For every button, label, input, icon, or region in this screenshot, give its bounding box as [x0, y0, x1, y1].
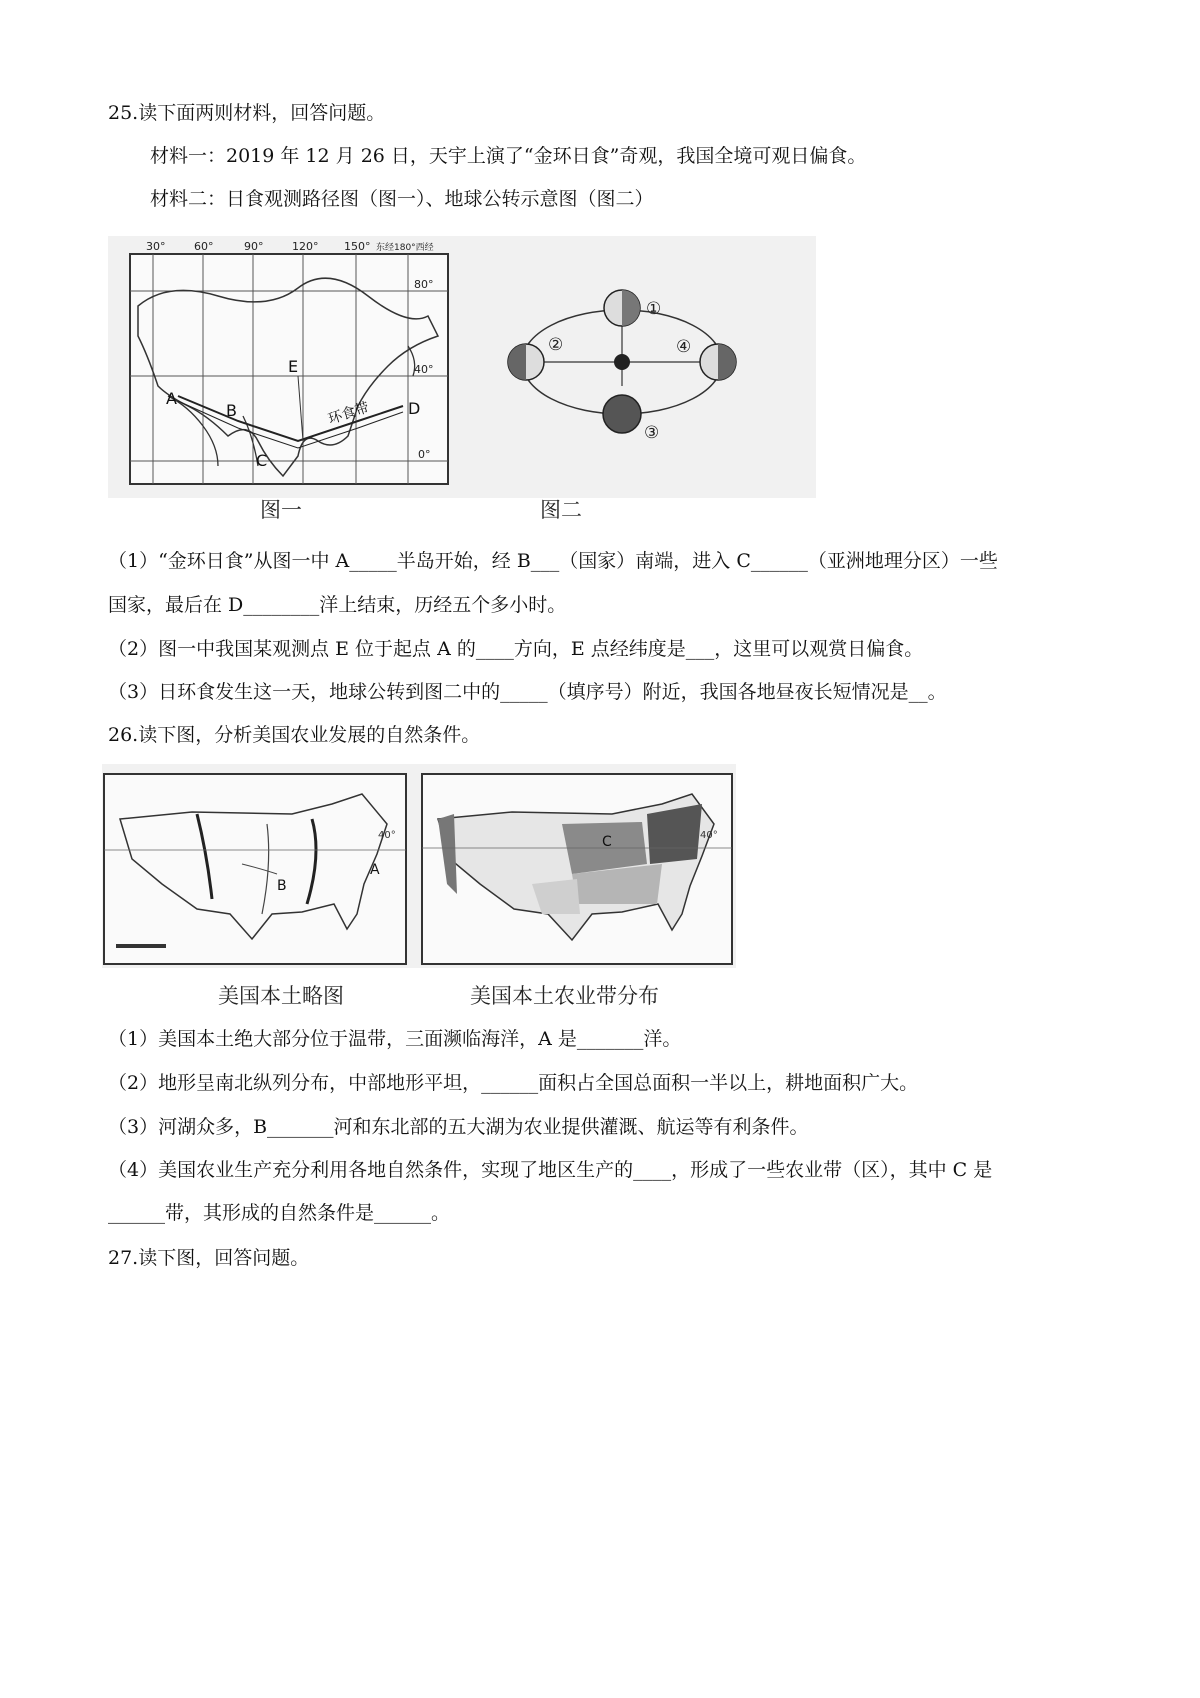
q25-title: 25.读下面两则材料，回答问题。 — [108, 102, 386, 124]
fig2-earth-1 — [604, 290, 640, 326]
q25-subquestion-1a: （1）“金环日食”从图一中 A_____半岛开始，经 B___（国家）南端，进入 C______（亚洲地理分区）一些 — [108, 550, 998, 572]
q26-title: 26.读下图，分析美国农业发展的自然条件。 — [108, 724, 481, 746]
fig1-lon-label: 120° — [292, 240, 319, 253]
fig1-lat-label: 40° — [414, 363, 434, 376]
fig2-position-2: ② — [548, 335, 564, 355]
fig1-point-e: E — [288, 357, 299, 376]
fig1-lon-label: 150° — [344, 240, 371, 253]
fig1-caption: 图一 — [260, 498, 302, 522]
fig1-lon-label: 90° — [244, 240, 264, 253]
fig1-fig2-panel — [108, 236, 816, 498]
eclipse-figures — [108, 236, 816, 498]
fig2-position-4: ④ — [676, 337, 692, 357]
usa-agri-caption: 美国本土农业带分布 — [470, 984, 659, 1008]
q25-subquestion-1b: 国家，最后在 D________洋上结束，历经五个多小时。 — [108, 594, 567, 616]
q26-subquestion-1: （1）美国本土绝大部分位于温带，三面濒临海洋，A 是_______洋。 — [108, 1028, 682, 1050]
q25-material-1: 材料一：2019 年 12 月 26 日，天宇上演了“金环日食”奇观，我国全境可观日偏食。 — [150, 145, 867, 167]
usa-map-label-b: B — [277, 878, 287, 894]
fig1-point-c: C — [256, 451, 268, 470]
q26-subquestion-4b: ______带，其形成的自然条件是______。 — [108, 1202, 451, 1224]
q25-material-2: 材料二：日食观测路径图（图一）、地球公转示意图（图二） — [150, 188, 654, 210]
usa-agri-label-c: C — [602, 834, 612, 850]
fig1-point-b: B — [226, 401, 237, 420]
fig1-lon-label: 30° — [146, 240, 166, 253]
fig2-earth-4 — [700, 344, 736, 380]
q26-subquestion-3: （3）河湖众多，B_______河和东北部的五大湖为农业提供灌溉、航运等有利条件。 — [108, 1116, 809, 1138]
fig1-point-a: A — [166, 389, 177, 408]
usa-agri-lat: 40° — [700, 830, 718, 841]
fig2-caption: 图二 — [540, 498, 582, 522]
fig1-lon-label: 60° — [194, 240, 214, 253]
q25-subquestion-2: （2）图一中我国某观测点 E 位于起点 A 的____方向，E 点经纬度是___，这里可以观赏日偏食。 — [108, 638, 924, 660]
fig1-point-d: D — [408, 399, 421, 418]
q25-subquestion-3: （3）日环食发生这一天，地球公转到图二中的_____（填序号）附近，我国各地昼夜长短情况是__。 — [108, 681, 947, 703]
fig1-lat-label: 80° — [414, 278, 434, 291]
usa-map-caption: 美国本土略图 — [218, 984, 344, 1008]
fig2-position-3: ③ — [644, 423, 660, 443]
q26-subquestion-4a: （4）美国农业生产充分利用各地自然条件，实现了地区生产的____，形成了一些农业带（区），其中 C 是 — [108, 1159, 993, 1181]
q27-title: 27.读下图，回答问题。 — [108, 1247, 310, 1269]
q26-subquestion-2: （2）地形呈南北纵列分布，中部地形平坦，______面积占全国总面积一半以上，耕地面积广大。 — [108, 1072, 919, 1094]
usa-maps — [102, 764, 736, 968]
usa-maps-panel — [102, 764, 736, 968]
fig2-orbit-diagram — [508, 290, 736, 433]
usa-agri-map — [422, 774, 732, 964]
fig2-earth-2 — [508, 344, 544, 380]
fig2-position-1: ① — [646, 299, 662, 319]
fig1-belt-label: 环食带 — [326, 399, 372, 428]
fig1-lat-label: 0° — [418, 448, 431, 461]
fig2-earth-3 — [603, 395, 641, 433]
usa-outline-map — [104, 774, 406, 964]
usa-map-lat: 40° — [378, 830, 396, 841]
usa-map-label-a: A — [370, 862, 380, 878]
fig1-lon-label: 东经180°西经 — [376, 243, 434, 253]
